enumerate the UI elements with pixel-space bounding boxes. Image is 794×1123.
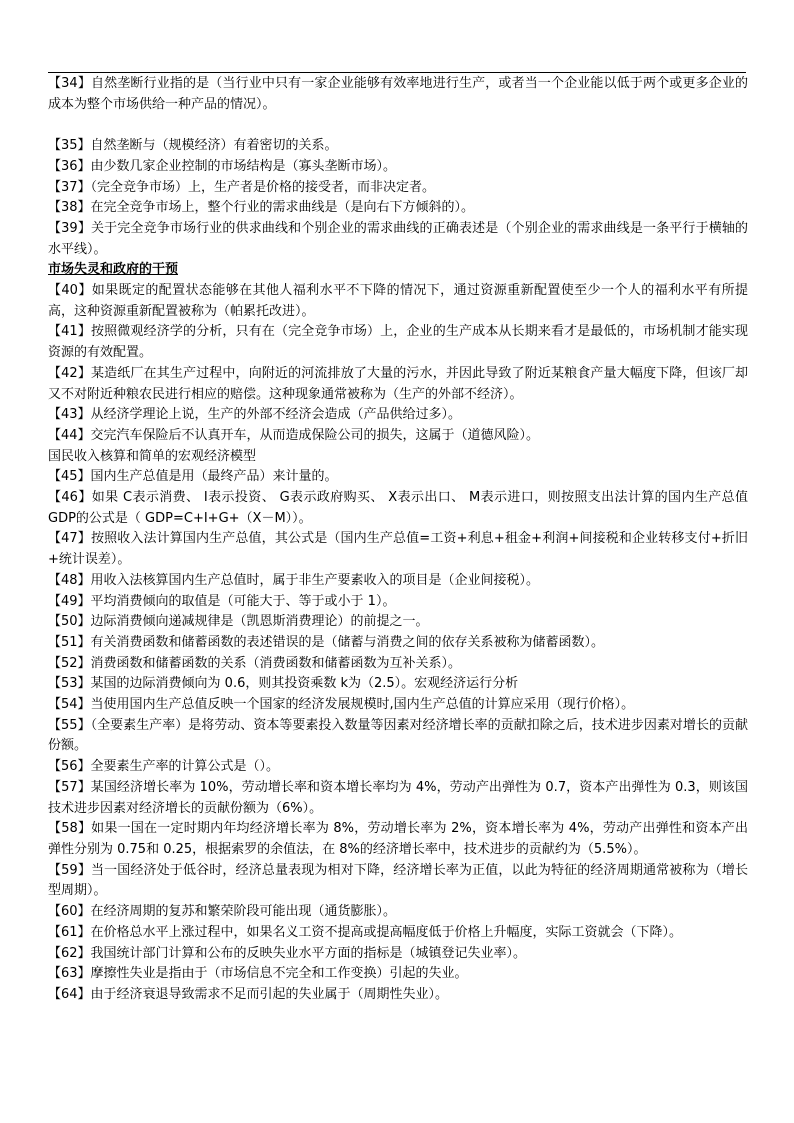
paragraph-60: 【60】在经济周期的复苏和繁荣阶段可能出现（通货膨胀）。 [48, 904, 397, 920]
paragraph-37: 【37】（完全竞争市场）上，生产者是价格的接受者，而非决定者。 [48, 179, 436, 195]
document-body [48, 74, 748, 1006]
paragraph-54: 【54】当使用国内生产总值反映一个国家的经济发展规模时,国内生产总值的计算应采用（现行价格）。 [48, 697, 635, 713]
blank-line [48, 115, 748, 136]
paragraph-52: 【52】消费函数和储蓄函数的关系（消费函数和储蓄函数为互补关系）。 [48, 655, 462, 671]
paragraph-53: 【53】某国的边际消费倾向为 0.6，则其投资乘数 k为（2.5）。宏观经济运行分析 [48, 676, 519, 692]
paragraph-45: 【45】国内生产总值是用（最终产品）来计量的。 [48, 469, 338, 485]
paragraph-44: 【44】交完汽车保险后不认真开车，从而造成保险公司的损失，这属于（道德风险）。 [48, 427, 540, 443]
paragraph-36: 【36】由少数几家企业控制的市场结构是（寡头垄断市场）。 [48, 158, 397, 174]
paragraph-56: 【56】全要素生产率的计算公式是（）。 [48, 759, 280, 775]
paragraph-34: 【34】自然垄断行业指的是（当行业中只有一家企业能够有效率地进行生产，或者当一个企业能以低于两个或更多企业的成本为整个市场供给一种产品的情况）。 [48, 76, 748, 112]
paragraph-57: 【57】某国经济增长率为 10%，劳动增长率和资本增长率均为 4%，劳动产出弹性为 0.7，资本产出弹性为 0.3，则该国技术进步因素对经济增长的贡献份额为（6%）。 [48, 779, 748, 816]
paragraph-40: 【40】如果既定的配置状态能够在其他人福利水平不下降的情况下，通过资源重新配置使至少一个人的福利水平有所提高，这种资源重新配置被称为（帕累托改进）。 [48, 283, 748, 319]
paragraph-63: 【63】摩擦性失业是指由于（市场信息不完全和工作变换）引起的失业。 [48, 966, 468, 982]
section-heading-national-income: 国民收入核算和简单的宏观经济模型 [48, 448, 257, 464]
paragraph-43: 【43】从经济学理论上说，生产的外部不经济会造成（产品供给过多）。 [48, 407, 462, 423]
paragraph-55: 【55】（全要素生产率）是将劳动、资本等要素投入数量等因素对经济增长率的贡献扣除之后，技术进步因素对增长的贡献份额。 [48, 717, 748, 754]
section-heading-market-failure: 市场失灵和政府的干预 [48, 262, 179, 278]
paragraph-49: 【49】平均消费倾向的取值是（可能大于、等于或小于 1）。 [48, 593, 396, 609]
paragraph-46: 【46】如果 C表示消费、 I表示投资、 G表示政府购买、 X表示出口、 M表示进口，则按照支出法计算的国内生产总值 GDP的公式是（ GDP=C+I+G+（X－M））。 [48, 490, 748, 526]
paragraph-58: 【58】如果一国在一定时期内年均经济增长率为 8%，劳动增长率为 2%，资本增长率为 4%，劳动产出弹性和资本产出弹性分别为 0.75和 0.25，根据索罗的余值法，在 8%的经济增长率中，技术进步的贡献约为（5.5%）。 [48, 821, 748, 857]
paragraph-62: 【62】我国统计部门计算和公布的反映失业水平方面的指标是（城镇登记失业率）。 [48, 945, 527, 961]
paragraph-51: 【51】有关消费函数和储蓄函数的表述错误的是（储蓄与消费之间的依存关系被称为储蓄函数）。 [48, 634, 605, 650]
paragraph-50: 【50】边际消费倾向递减规律是（凯恩斯消费理论）的前提之一。 [48, 614, 429, 630]
paragraph-47: 【47】按照收入法计算国内生产总值，其公式是（国内生产总值=工资+利息+租金+利润+间接税和企业转移支付+折旧+统计误差）。 [48, 531, 748, 568]
paragraph-35: 【35】自然垄断与（规模经济）有着密切的关系。 [48, 138, 338, 154]
header-rule [48, 72, 746, 73]
paragraph-59: 【59】当一国经济处于低谷时，经济总量表现为相对下降，经济增长率为正值，以此为特征的经济周期通常被称为（增长型周期）。 [48, 862, 748, 899]
paragraph-42: 【42】某造纸厂在其生产过程中，向附近的河流排放了大量的污水，并因此导致了附近某粮食产量大幅度下降，但该厂却又不对附近种粮农民进行相应的赔偿。这种现象通常被称为（生产的外部不经济）。 [48, 365, 748, 402]
paragraph-38: 【38】在完全竞争市场上，整个行业的需求曲线是（是向右下方倾斜的）。 [48, 200, 475, 216]
paragraph-39: 【39】关于完全竞争市场行业的供求曲线和个别企业的需求曲线的正确表述是（个别企业的需求曲线是一条平行于横轴的水平线）。 [48, 220, 748, 257]
paragraph-41: 【41】按照微观经济学的分析，只有在（完全竞争市场）上，企业的生产成本从长期来看才是最低的，市场机制才能实现资源的有效配置。 [48, 324, 748, 361]
paragraph-64: 【64】由于经济衰退导致需求不足而引起的失业属于（周期性失业）。 [48, 986, 449, 1002]
paragraph-61: 【61】在价格总水平上涨过程中，如果名义工资不提高或提高幅度低于价格上升幅度，实际工资就会（下降）。 [48, 924, 683, 940]
paragraph-48: 【48】用收入法核算国内生产总值时，属于非生产要素收入的项目是（企业间接税）。 [48, 572, 540, 588]
